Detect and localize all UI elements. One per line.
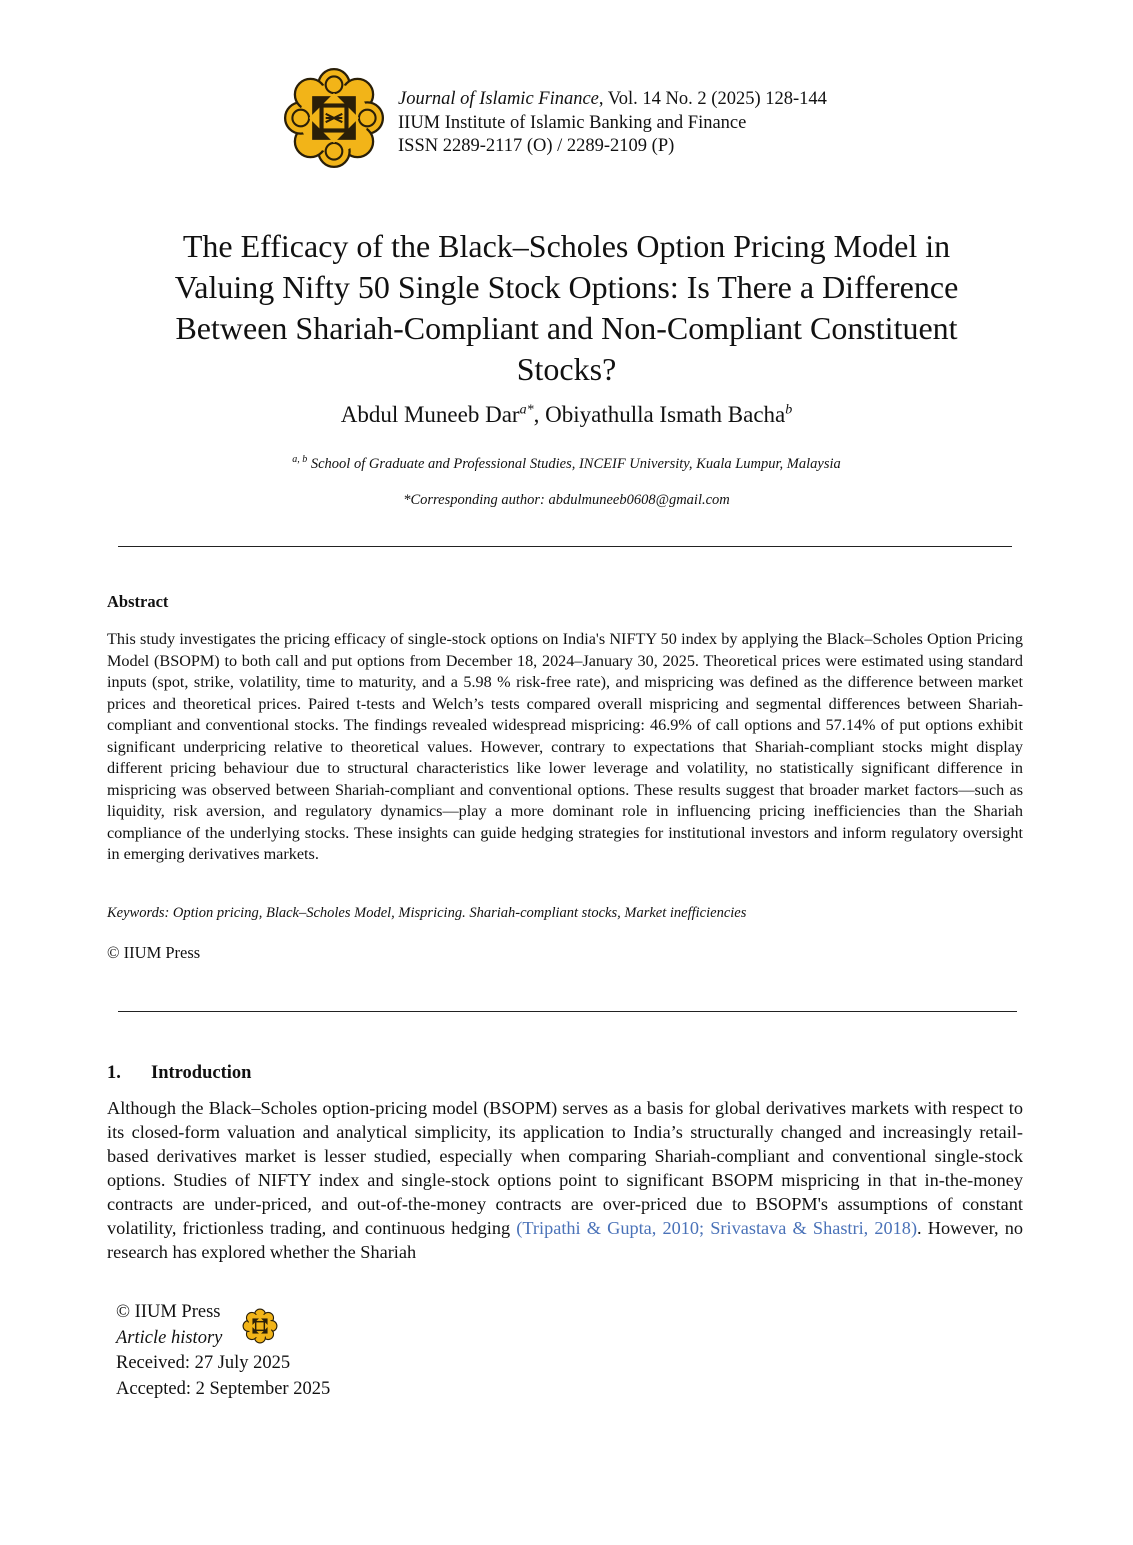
author-list (100, 402, 1033, 428)
divider (118, 546, 1012, 547)
author-separator: , (533, 402, 546, 427)
journal-volume: , Vol. 14 No. 2 (2025) 128-144 (598, 89, 827, 109)
author-name: Abdul Muneeb Dar (340, 402, 520, 427)
affiliation-text: School of Graduate and Professional Studies, INCEIF University, Kuala Lumpur, Malaysia (307, 455, 841, 472)
history-received: Received: 27 July 2025 (116, 1353, 291, 1373)
journal-logo-small (242, 1308, 278, 1344)
affiliation (100, 454, 1033, 473)
introduction-paragraph (107, 1096, 1023, 1264)
paper-title-line: Stocks? (516, 351, 617, 387)
keywords (107, 905, 746, 922)
paper-title (100, 226, 1033, 390)
section-number: 1. (107, 1063, 121, 1083)
section-heading (107, 1063, 251, 1084)
citation-link[interactable]: (Tripathi & Gupta, 2010; Srivastava & Shastri, 2018) (516, 1218, 918, 1238)
paper-title-line: The Efficacy of the Black–Scholes Option Pricing Model in (182, 228, 951, 264)
journal-institute: IIUM Institute of Islamic Banking and Finance (398, 112, 747, 133)
abstract-heading: Abstract (107, 592, 169, 611)
history-label: Article history (116, 1327, 223, 1348)
history-copyright: © IIUM Press (116, 1302, 221, 1322)
section-title: Introduction (151, 1063, 252, 1083)
intro-text-continued: . However, no research has explored whether the Shariah (107, 1218, 1024, 1262)
journal-name: Journal of Islamic Finance (398, 89, 599, 109)
keywords-label: Keywords (107, 905, 165, 921)
author-affiliation-mark: b (785, 402, 793, 418)
author-affiliation-mark: a* (519, 402, 534, 418)
paper-title-line: Valuing Nifty 50 Single Stock Options: Is There a Difference (174, 269, 959, 305)
corresponding-author: *Corresponding author: abdulmuneeb0608@gmail.com (403, 492, 730, 508)
journal-issn: ISSN 2289-2117 (O) / 2289-2109 (P) (398, 136, 675, 156)
journal-logo (282, 66, 386, 170)
article-history (116, 1300, 330, 1402)
divider (118, 1011, 1017, 1012)
history-accepted: Accepted: 2 September 2025 (116, 1378, 331, 1399)
keywords-list: : Option pricing, Black–Scholes Model, Mispricing. Shariah-compliant stocks, Market inefficiencies (164, 905, 747, 921)
abstract-copyright: © IIUM Press (107, 943, 201, 962)
abstract-text: This study investigates the pricing efficacy of single-stock options on India's NIFTY 50 index by applying the Black–Scholes Option Pricing Model (BSOPM) to both call and put options from December 18, 2024–January 30, 2025. Theoretical prices were estimated using standard inputs (spot, strike, volatility, time to maturity, and a 5.98 % risk-free rate), and mispricing was defined as the difference between market prices and theoretical prices. Paired t-tests and Welch’s tests compared overall mispricing and segmental differences between Shariah-compliant and conventional stocks. The findings revealed widespread mispricing: 46.9% of call options and 57.14% of put options exhibit significant underpricing relative to theoretical values. However, contrary to expectations that Shariah-compliant stocks might display different pricing behaviour due to structural characteristics like lower leverage and volatility, no statistically significant difference in mispricing was observed between Shariah-compliant and conventional options. These results suggest that broader market factors—such as liquidity, risk aversion, and regulatory dynamics—play a more dominant role in influencing pricing inefficiencies than the Shariah compliance of the underlying stocks. These insights can guide hedging strategies for institutional investors and inform regulatory oversight in emerging derivatives markets. (107, 630, 1023, 863)
paper-title-line: Between Shariah-Compliant and Non-Compliant Constituent (175, 310, 958, 346)
affiliation-mark: a, b (292, 454, 308, 465)
journal-citation-line (398, 88, 827, 112)
journal-info (398, 88, 827, 159)
intro-text: Although the Black–Scholes option-pricing model (BSOPM) serves as a basis for global derivatives markets with respect to its closed-form valuation and analytical simplicity, its application to India’s structurally changed and increasingly retail-based derivatives market is lesser studied, especially when comparing Shariah-compliant and conventional single-stock options. Studies of NIFTY index and single-stock options point to significant BSOPM mispricing in that in-the-money contracts are under-priced, and out-of-the-money contracts are over-priced due to BSOPM's assumptions of constant volatility, frictionless trading, and continuous hedging (107, 1098, 1023, 1238)
author-name: Obiyathulla Ismath Bacha (545, 402, 786, 427)
